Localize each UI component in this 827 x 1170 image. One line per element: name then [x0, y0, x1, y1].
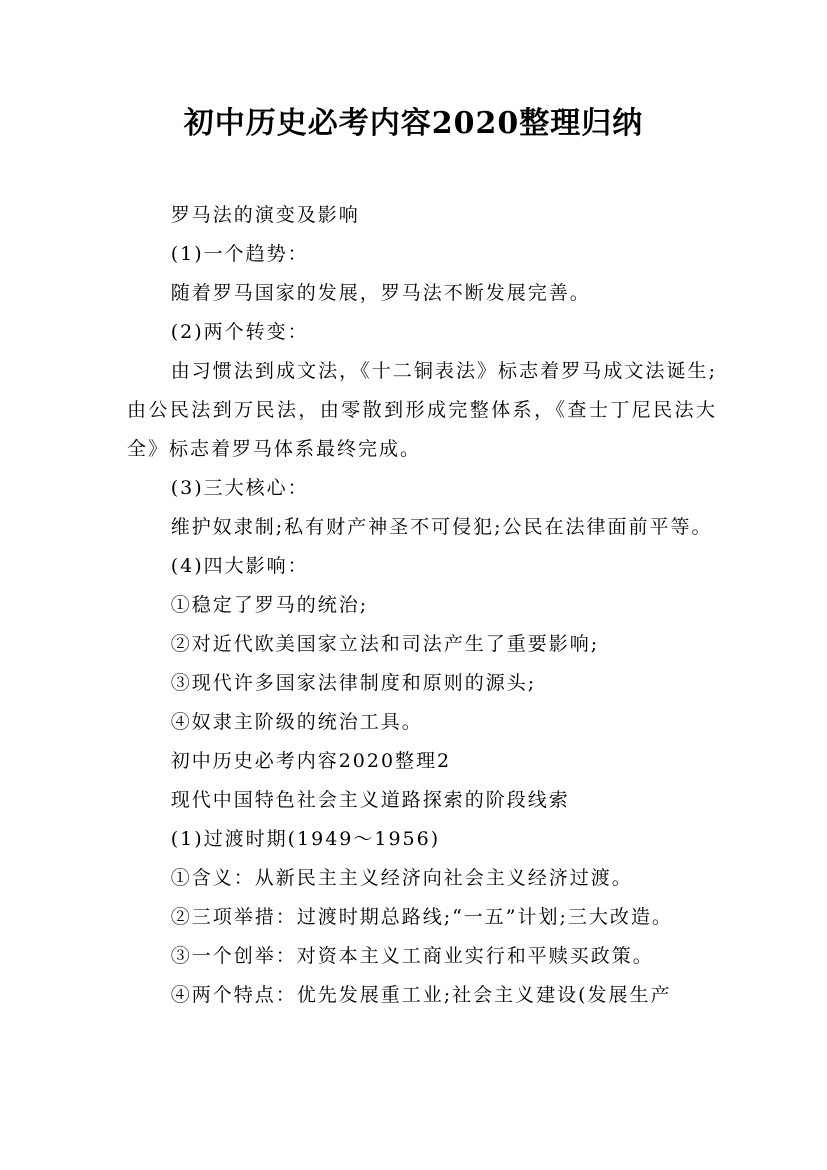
- transition-item-1: ①含义：从新民主主义经济向社会主义经济过渡。: [170, 867, 633, 889]
- point-three-core-text: 维护奴隶制;私有财产神圣不可侵犯;公民在法律面前平等。: [170, 516, 713, 538]
- point-two-transitions-text: 由习惯法到成文法，《十二铜表法》标志着罗马成文法诞生;由公民法到万民法，由零散到形成完整体系，《查士丁尼民法大全》标志着罗马体系最终完成。: [127, 360, 717, 460]
- influence-item-4: ④奴隶主阶级的统治工具。: [170, 711, 423, 733]
- transition-period-heading: (1)过渡时期(1949～1956): [170, 828, 441, 850]
- point-one-trend-heading: (1)一个趋势：: [170, 243, 309, 265]
- section-subheading-socialism-path: 现代中国特色社会主义道路探索的阶段线索: [170, 789, 570, 811]
- section-heading-roman-law: 罗马法的演变及影响: [170, 204, 360, 226]
- document-body: [127, 196, 717, 1015]
- transition-item-3: ③一个创举：对资本主义工商业实行和平赎买政策。: [170, 945, 654, 967]
- section-heading-part-2: 初中历史必考内容2020整理2: [170, 750, 452, 772]
- influence-item-3: ③现代许多国家法律制度和原则的源头;: [170, 672, 537, 694]
- influence-item-1: ①稳定了罗马的统治;: [170, 594, 369, 616]
- point-one-trend-text: 随着罗马国家的发展，罗马法不断发展完善。: [170, 282, 591, 304]
- document-title: 初中历史必考内容2020整理归纳: [183, 106, 644, 141]
- point-three-core-heading: (3)三大核心：: [170, 477, 309, 499]
- transition-item-4: ④两个特点：优先发展重工业;社会主义建设(发展生产: [170, 984, 672, 1006]
- point-four-influence-heading: (4)四大影响：: [170, 555, 309, 577]
- influence-item-2: ②对近代欧美国家立法和司法产生了重要影响;: [170, 633, 600, 655]
- transition-item-2: ②三项举措：过渡时期总路线;“一五”计划;三大改造。: [170, 906, 673, 928]
- point-two-transitions-heading: (2)两个转变：: [170, 321, 309, 343]
